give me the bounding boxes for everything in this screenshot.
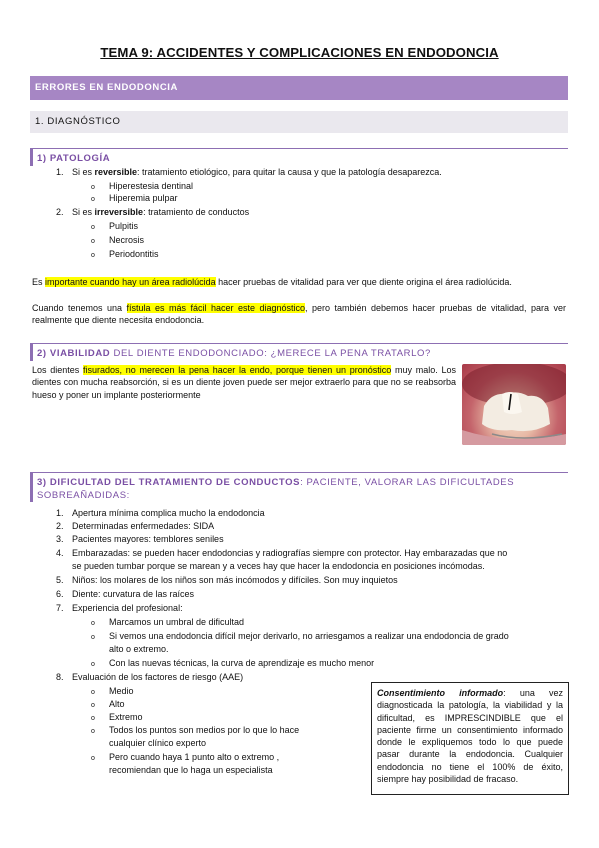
bullet-icon: o xyxy=(91,238,95,245)
list-item: Con las nuevas técnicas, la curva de aprendizaje es mucho menor xyxy=(109,658,375,668)
list-number: 4. xyxy=(56,548,64,558)
list-number: 1. xyxy=(56,167,64,177)
consent-note-title: Consentimiento informado xyxy=(377,688,504,698)
section-number: 2) xyxy=(37,348,47,359)
list-number: 2. xyxy=(56,521,64,531)
list-item: Diente: curvatura de las raíces xyxy=(72,589,195,599)
list-item: Si vemos una endodoncia difícil mejor derivarlo, no arriesgamos a realizar una endodoncia de grado xyxy=(109,631,509,641)
section-header-viabilidad xyxy=(30,343,568,361)
bullet-icon: o xyxy=(91,661,95,668)
bullet-icon: o xyxy=(91,196,95,203)
consent-note-text: : una vez diagnosticada la patología, la viabilidad y la dificultad, es IMPRESCINDIBLE que el paciente firme un consentimiento informado donde le expliquemos todo lo que puede pasar durante la endodoncia. Cualquier endodoncia no tiene el 100% de éxito, siempre hay posibilidad de fracaso. xyxy=(377,688,563,785)
list-item: Todos los puntos son medios por lo que lo hace xyxy=(109,725,300,735)
list-item-continuation: alto o extremo. xyxy=(109,644,169,654)
paragraph-viabilidad: Los dientes fisurados, no merecen la pena hacer la endo, porque tienen un pronóstico muy malo. Los dientes con mucha reabsorción, si es un diente joven puede ser mejor extraerlo para que no se reabsorba hueso y poner un implante posteriormente xyxy=(32,365,456,400)
list-item: Si es reversible: tratamiento etiológico, para quitar la causa y que la patología desaparezca. xyxy=(72,167,442,177)
list-item: Medio xyxy=(109,686,134,696)
tooth-fracture-photo xyxy=(462,364,566,445)
section-heading-errores: ERRORES EN ENDODONCIA xyxy=(30,76,568,100)
list-number: 8. xyxy=(56,672,64,682)
bullet-icon: o xyxy=(91,252,95,259)
list-item: Evaluación de los factores de riesgo (AAE) xyxy=(72,672,244,682)
list-item: Necrosis xyxy=(109,235,145,245)
bullet-icon: o xyxy=(91,702,95,709)
section-title: PATOLOGÍA xyxy=(49,153,111,164)
list-item: Extremo xyxy=(109,712,143,722)
list-item: Determinadas enfermedades: SIDA xyxy=(72,521,215,531)
bullet-icon: o xyxy=(91,224,95,231)
tooth-illustration xyxy=(462,364,566,445)
list-item: Si es irreversible: tratamiento de conductos xyxy=(72,207,250,217)
list-item: Experiencia del profesional: xyxy=(72,603,183,613)
list-item: Hiperemia pulpar xyxy=(109,193,178,203)
list-number: 6. xyxy=(56,589,64,599)
section-title: VIABILIDAD xyxy=(49,348,111,359)
list-number: 1. xyxy=(56,508,64,518)
list-item: Periodontitis xyxy=(109,249,159,259)
list-item: Embarazadas: se pueden hacer endodoncias y radiografías siempre con protector. Hay embarazadas que no xyxy=(72,548,508,558)
list-item: Pacientes mayores: temblores seniles xyxy=(72,534,224,544)
list-item: Pero cuando haya 1 punto alto o extremo , xyxy=(109,752,280,762)
section-title-rest: : PACIENTE, VALORAR LAS DIFICULTADES xyxy=(300,477,515,488)
paragraph-radiolucida: Es importante cuando hay un área radiolúcida hacer pruebas de vitalidad para ver que diente origina el área radiolúcida. xyxy=(32,277,512,287)
list-item-continuation: se pueden tumbar porque se marean y a veces hay que hacer la endodoncia en posiciones incómodas. xyxy=(72,561,485,571)
bullet-icon: o xyxy=(91,715,95,722)
list-item: Niños: los molares de los niños son más incómodos y difíciles. Son muy inquietos xyxy=(72,575,398,585)
section-title-rest: SOBREAÑADIDAS: xyxy=(37,490,130,501)
consent-note-box xyxy=(371,682,569,795)
list-item: Apertura mínima complica mucho la endodoncia xyxy=(72,508,265,518)
section-header-patologia xyxy=(30,148,568,166)
section-title: DIFICULTAD DEL TRATAMIENTO DE CONDUCTOS xyxy=(49,477,301,488)
bullet-icon: o xyxy=(91,634,95,641)
list-item-continuation: cualquier clínico experto xyxy=(109,738,207,748)
list-item: Pulpitis xyxy=(109,221,139,231)
bullet-icon: o xyxy=(91,728,95,735)
bullet-icon: o xyxy=(91,755,95,762)
section-number: 1) xyxy=(37,153,47,164)
section-number: 3) xyxy=(37,477,47,488)
section-title-rest: DEL DIENTE ENDODONCIADO: ¿MERECE LA PENA TRATARLO? xyxy=(110,348,431,359)
list-item: Marcamos un umbral de dificultad xyxy=(109,617,245,627)
list-number: 2. xyxy=(56,207,64,217)
bullet-icon: o xyxy=(91,689,95,696)
bullet-icon: o xyxy=(91,620,95,627)
paragraph-fistula: Cuando tenemos una fístula es más fácil hacer este diagnóstico, pero también debemos hacer pruebas de vitalidad, para ver realmente que diente necesita endodoncia. xyxy=(32,303,566,326)
list-number: 5. xyxy=(56,575,64,585)
list-number: 3. xyxy=(56,534,64,544)
list-item-continuation: recomiendan que lo haga un especialista xyxy=(109,765,273,775)
bullet-icon: o xyxy=(91,184,95,191)
document-title: TEMA 9: ACCIDENTES Y COMPLICACIONES EN ENDODONCIA xyxy=(100,45,499,60)
section-header-dificultad xyxy=(30,472,568,502)
list-item: Hiperestesia dentinal xyxy=(109,181,194,191)
subsection-heading-diagnostico: 1. DIAGNÓSTICO xyxy=(30,111,568,133)
list-number: 7. xyxy=(56,603,64,613)
list-item: Alto xyxy=(109,699,125,709)
